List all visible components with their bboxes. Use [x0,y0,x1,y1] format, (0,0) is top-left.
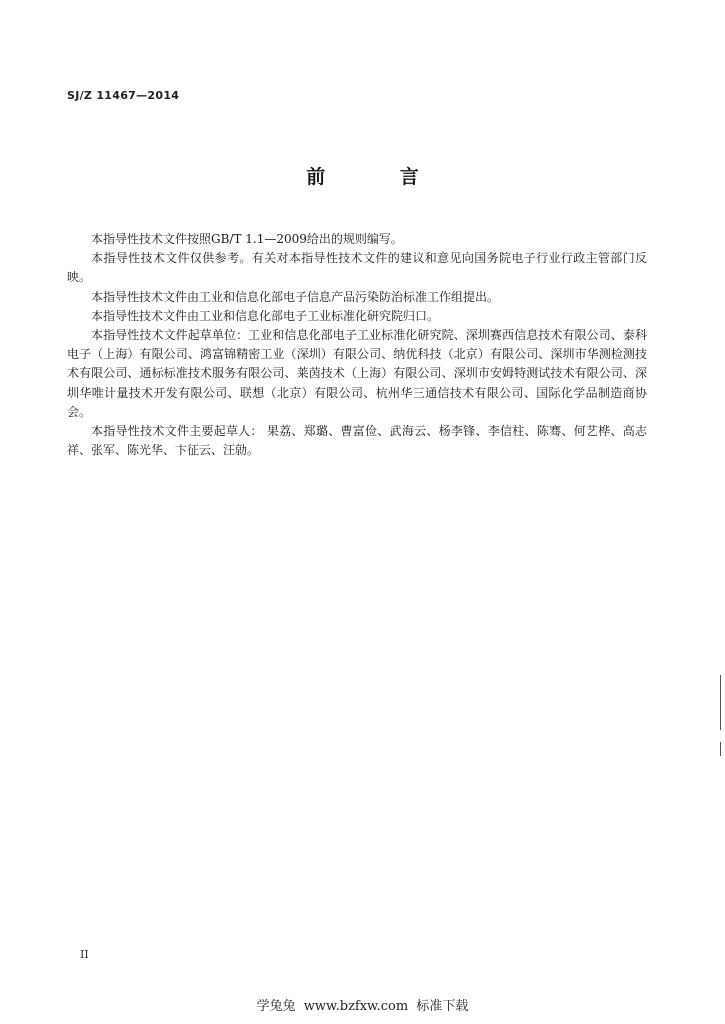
paragraph-proposed-by: 本指导性技术文件由工业和信息化部电子信息产品污染防治标准工作组提出。 [91,289,500,304]
paragraph-drafters: 本指导性技术文件主要起草人： 果荔、郑璐、曹富俭、武海云、杨李锋、李信柱、陈骞、何艺桦、高志祥、张军、陈光华、卞征云、汪勍。 [67,424,647,458]
footer-watermark: 学兔兔 www.bzfxw.com 标准下载 [256,999,469,1014]
page-number: II [80,948,89,961]
standard-code: SJ/Z 11467—2014 [67,89,180,102]
scan-edge-mark [720,675,721,730]
paragraph-centralized-by: 本指导性技术文件由工业和信息化部电子工业标准化研究院归口。 [91,308,440,323]
paragraph-drafting-rules: 本指导性技术文件按照GB/T 1.1—2009给出的规则编写。 [91,232,403,246]
scan-edge-mark [720,742,721,756]
paragraph-drafting-units: 本指导性技术文件起草单位：工业和信息化部电子工业标准化研究院、深圳赛西信息技术有限公司、泰科电子（上海）有限公司、鸿富锦精密工业（深圳）有限公司、纳优科技（北京）有限公司、深圳市华测检测技术有限公司、通标标准技术服务有限公司、莱茵技术（上海）有限公司、深圳市安姆特测试技术有限公司、深圳华唯计量技术开发有限公司、联想（北京）有限公司、杭州华三通信技术有限公司、国际化学品制造商协会。 [67,328,647,419]
paragraph-reference-note: 本指导性技术文件仅供参考。有关对本指导性技术文件的建议和意见向国务院电子行业行政主管部门反映。 [67,251,647,285]
page-title: 前 言 [306,166,453,188]
foreword-body [67,230,647,460]
